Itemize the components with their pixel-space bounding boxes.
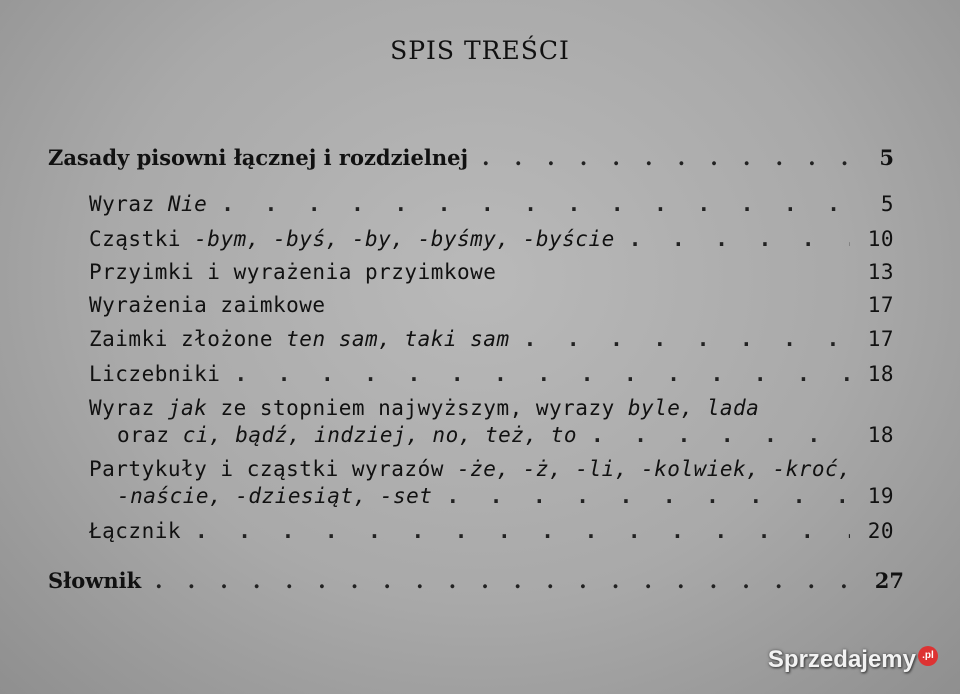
dot-leader — [221, 192, 850, 216]
toc-page-number: 19 — [867, 484, 894, 508]
toc-page-number: 17 — [867, 293, 894, 317]
toc-entry-label: Wyrażenia zaimkowe — [89, 293, 326, 317]
dot-leader — [591, 423, 850, 447]
toc-page-number: 10 — [867, 227, 894, 251]
dot-leader — [629, 227, 850, 251]
dot-leader — [446, 484, 850, 508]
toc-page-number: 27 — [874, 568, 904, 593]
toc-page-number: 5 — [879, 145, 894, 170]
toc-page-number: 17 — [867, 327, 894, 351]
toc-entry-label: oraz ci, bądź, indziej, no, też, to — [117, 423, 578, 447]
dot-leader — [524, 327, 850, 351]
toc-section-label: Słownik — [48, 568, 142, 593]
toc-entry-partykuly-line2 — [117, 484, 894, 508]
toc-page-number: 18 — [867, 423, 894, 447]
toc-section-zasady — [48, 145, 894, 170]
toc-entry-zlozone — [89, 327, 894, 351]
toc-entry-liczebniki — [89, 362, 894, 386]
toc-section-label: Zasady pisowni łącznej i rozdzielnej — [48, 145, 469, 170]
toc-entry-partykuly-line1: Partykuły i cząstki wyrazów -że, -ż, -li, -kolwiek, -kroć, — [89, 457, 852, 481]
sprzedajemy-watermark: Sprzedajemy .pl — [768, 646, 938, 674]
toc-entry-label: Wyraz Nie — [89, 192, 208, 216]
toc-entry-jak-line1: Wyraz jak ze stopniem najwyższym, wyrazy byle, lada — [89, 396, 760, 420]
toc-page-number: 13 — [867, 260, 894, 284]
toc-entry-jak-line2 — [117, 423, 894, 447]
toc-entry-label: Przyimki i wyrażenia przyimkowe — [89, 260, 497, 284]
watermark-badge-icon: .pl — [918, 646, 938, 666]
toc-entry-zaimkowe — [89, 293, 894, 317]
dot-leader — [155, 568, 860, 593]
toc-page-number: 20 — [867, 519, 894, 543]
toc-entry-label: Liczebniki — [89, 362, 221, 386]
toc-entry-czastki — [89, 227, 894, 251]
toc-page-number: 18 — [867, 362, 894, 386]
toc-page-number: 5 — [880, 192, 894, 216]
dot-leader — [482, 145, 850, 170]
page-title: SPIS TREŚCI — [390, 36, 570, 65]
toc-entry-label: Zaimki złożone ten sam, taki sam — [89, 327, 510, 351]
toc-entry-label: -naście, -dziesiąt, -set — [117, 484, 433, 508]
toc-entry-przyimki — [89, 260, 894, 284]
toc-entry-label: Łącznik — [89, 519, 182, 543]
toc-entry-label: Cząstki -bym, -byś, -by, -byśmy, -byście — [89, 227, 615, 251]
toc-entry-lacznik — [89, 519, 894, 543]
toc-entry-nie — [89, 192, 894, 216]
dot-leader — [234, 362, 850, 386]
dot-leader — [195, 519, 850, 543]
toc-section-slownik — [48, 568, 904, 593]
